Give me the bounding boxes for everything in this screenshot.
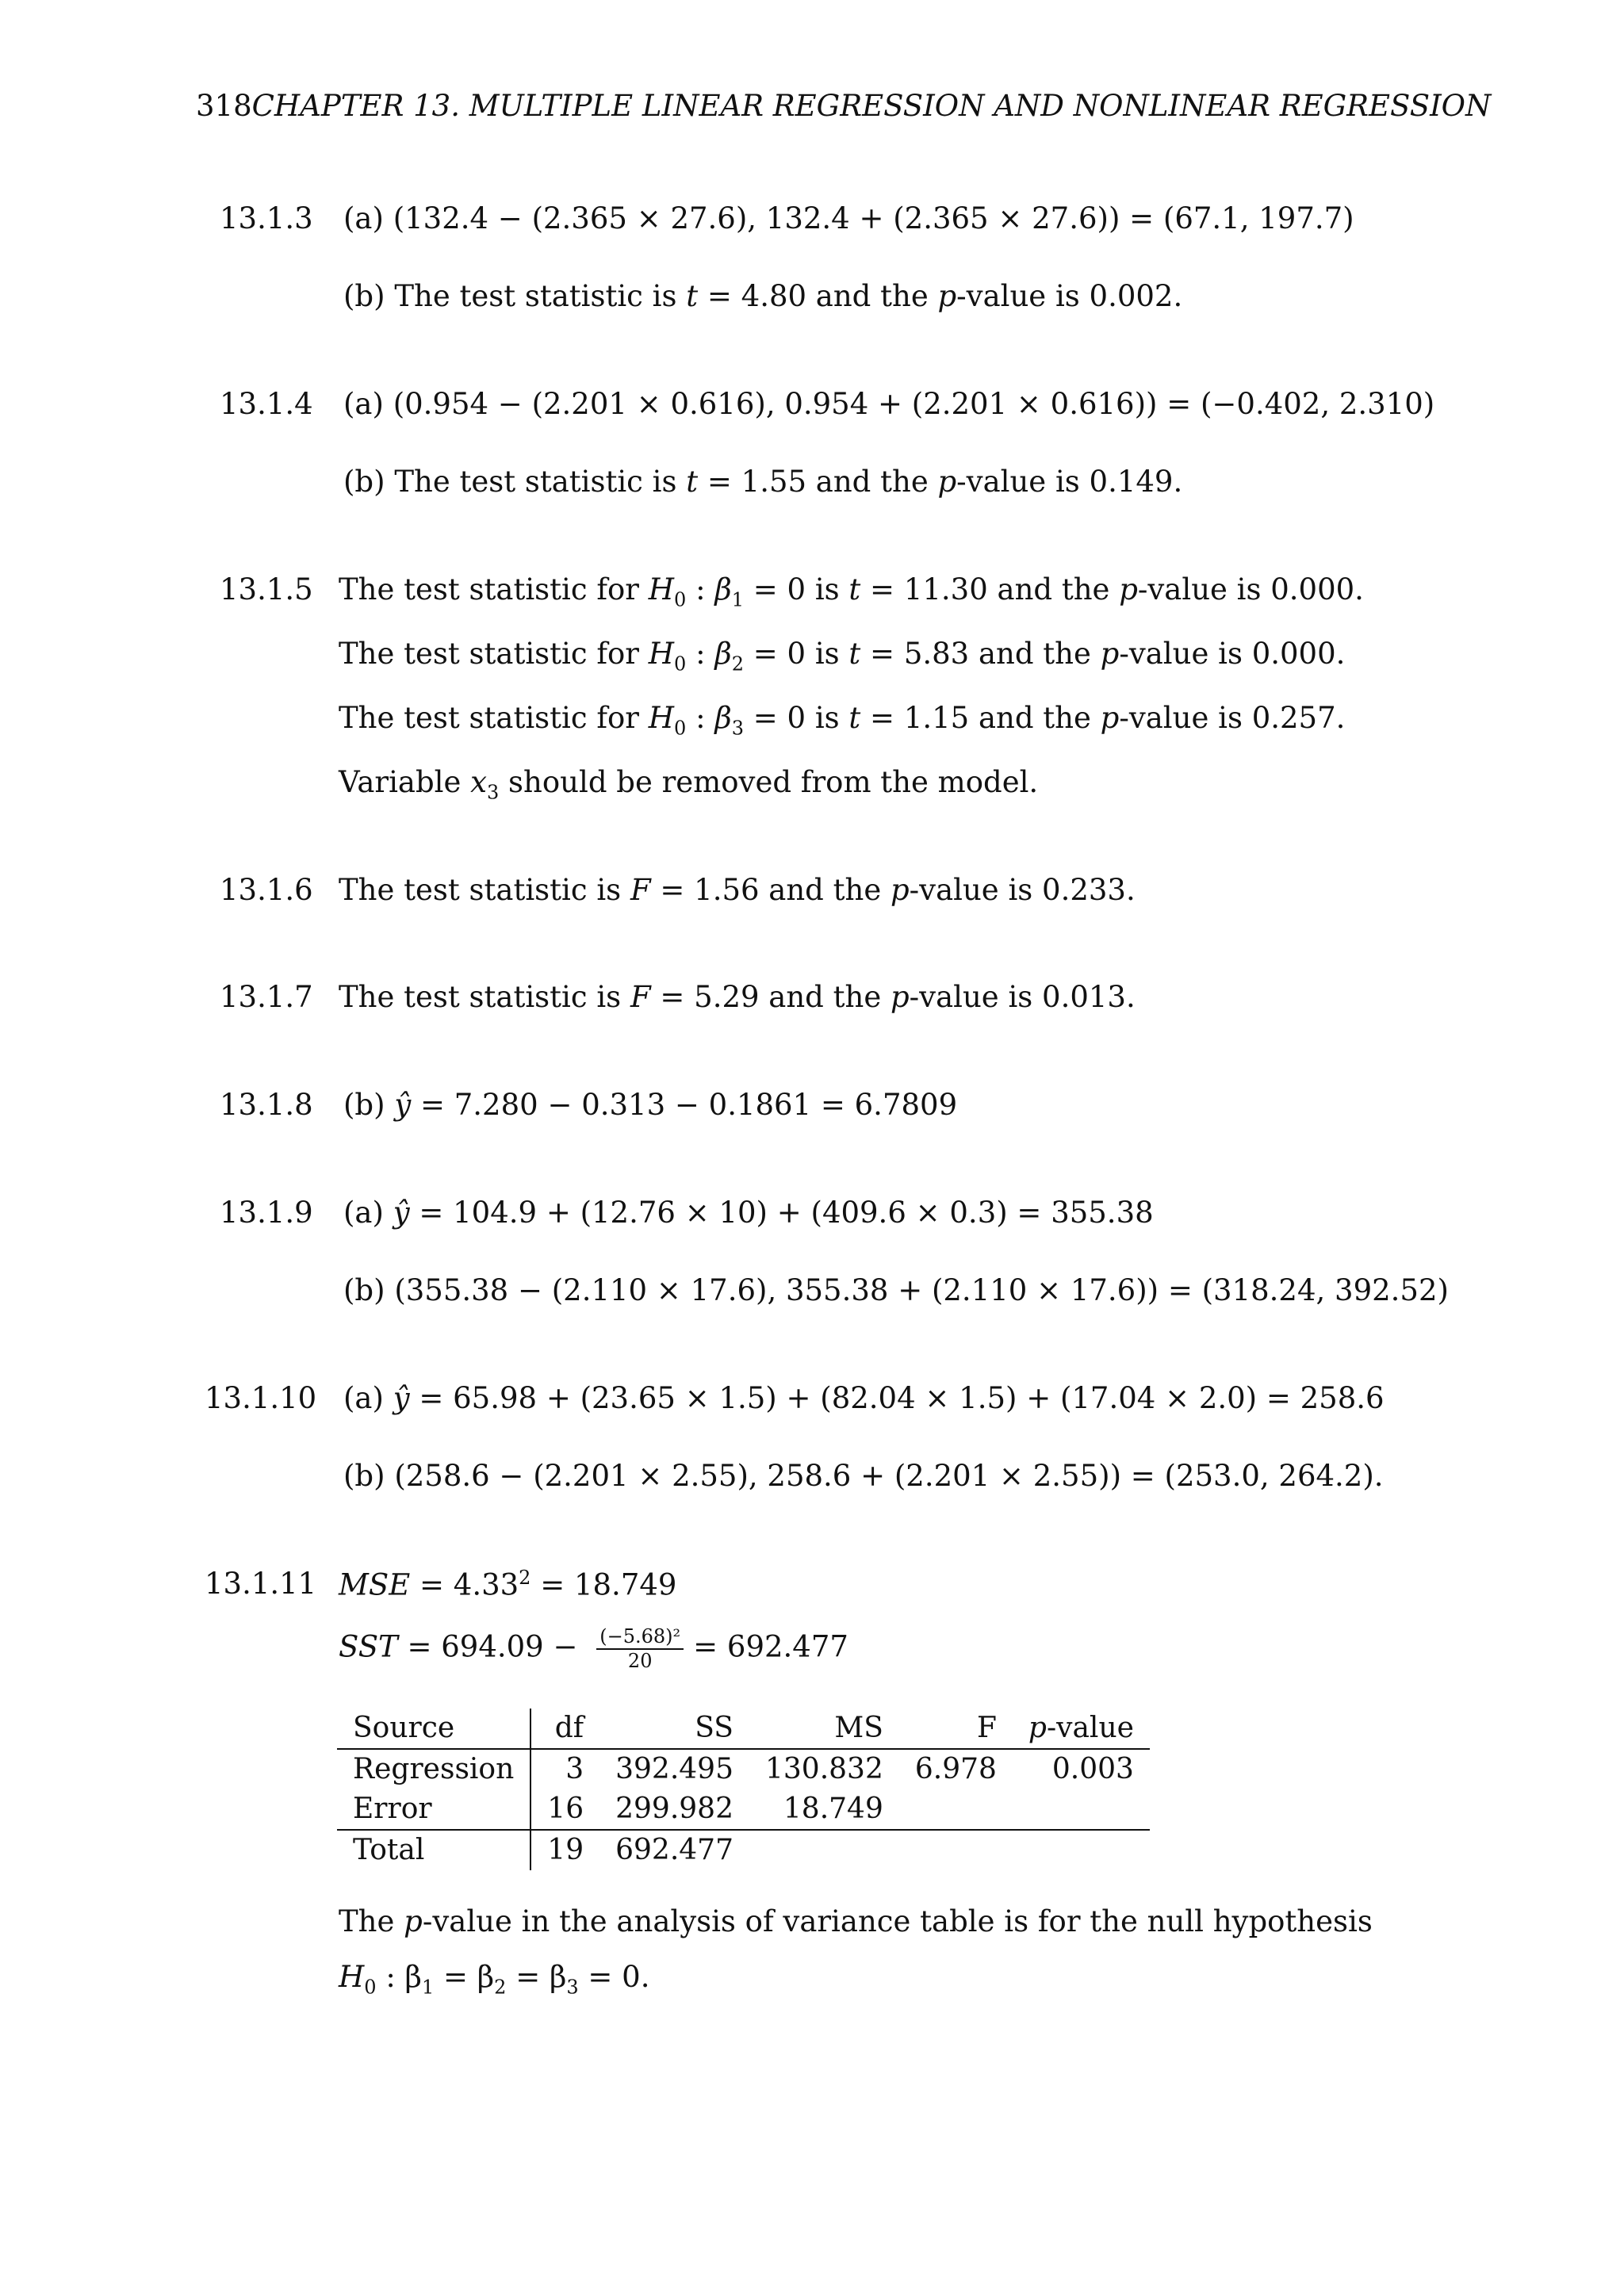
problem-number: 13.1.11 <box>205 1567 317 1601</box>
answer-line: The test statistic is F = 5.29 and the p-value is 0.013. <box>339 980 1136 1014</box>
answer-line: Variable $x_3$ should be removed from the model. <box>339 765 1039 804</box>
table-header-row <box>337 1709 1150 1749</box>
problem-number: 13.1.6 <box>220 873 313 907</box>
mse-line: MSE = $4.33^2 = 18.749$ <box>339 1567 677 1602</box>
answer-line: The test statistic for $H_0$ : $\beta_1 = 0$ is t = 11.30 and the p-value is 0.000. <box>339 572 1364 611</box>
table-row: Total 19 692.477 <box>337 1830 1150 1870</box>
problem-number: 13.1.10 <box>205 1381 317 1415</box>
col-header: df <box>530 1709 599 1749</box>
col-header: p-value <box>1013 1709 1150 1749</box>
anova-table <box>337 1709 1150 1870</box>
answer-line: (a) ŷ = 104.9 + (12.76 × 10) + (409.6 × 0.3) = 355.38 <box>343 1196 1154 1230</box>
table-row: Regression 3 392.495 130.832 6.978 0.003 <box>337 1749 1150 1789</box>
answer-line: The test statistic for $H_0$ : $\beta_3 = 0$ is t = 1.15 and the p-value is 0.257. <box>339 701 1346 740</box>
running-header <box>196 89 1491 123</box>
problem-number: 13.1.3 <box>220 201 313 235</box>
answer-line: The test statistic for $H_0$ : $\beta_2 = 0$ is t = 5.83 and the p-value is 0.000. <box>339 637 1346 675</box>
answer-line: (b) (355.38 − (2.110 × 17.6), 355.38 + (2.110 × 17.6)) = (318.24, 392.52) <box>343 1273 1449 1307</box>
answer-line: (a) (0.954 − (2.201 × 0.616), 0.954 + (2.201 × 0.616)) = (−0.402, 2.310) <box>343 387 1435 421</box>
chapter-title: CHAPTER 13. MULTIPLE LINEAR REGRESSION AND NONLINEAR REGRESSION <box>251 89 1492 123</box>
col-header: MS <box>749 1709 899 1749</box>
problem-number: 13.1.5 <box>220 572 313 607</box>
note-line: The p-value in the analysis of variance table is for the null hypothesis <box>339 1904 1373 1938</box>
answer-line: (b) ŷ = 7.280 − 0.313 − 0.1861 = 6.7809 <box>343 1088 958 1122</box>
problem-number: 13.1.7 <box>220 980 313 1014</box>
answer-line: (b) The test statistic is t = 4.80 and the p-value is 0.002. <box>343 279 1183 313</box>
table-row: Error 16 299.982 18.749 <box>337 1789 1150 1830</box>
answer-line: (a) (132.4 − (2.365 × 27.6), 132.4 + (2.365 × 27.6)) = (67.1, 197.7) <box>343 201 1354 235</box>
page-number: 318 <box>196 89 252 123</box>
problem-number: 13.1.4 <box>220 387 313 421</box>
sst-line: SST = 694.09 − $\frac{\text{(−5.68)²}}{20}$ = 692.477 <box>339 1625 848 1672</box>
answer-line: (b) (258.6 − (2.201 × 2.55), 258.6 + (2.201 × 2.55)) = (253.0, 264.2). <box>343 1459 1384 1493</box>
answer-line: The test statistic is F = 1.56 and the p-value is 0.233. <box>339 873 1136 907</box>
answer-line: (a) ŷ = 65.98 + (23.65 × 1.5) + (82.04 × 1.5) + (17.04 × 2.0) = 258.6 <box>343 1381 1385 1415</box>
problem-number: 13.1.8 <box>220 1088 313 1122</box>
col-header: Source <box>337 1709 530 1749</box>
note-line: $H_0$ : $\beta_1 = \beta_2 = \beta_3 = 0$. <box>339 1960 650 1999</box>
col-header: SS <box>599 1709 749 1749</box>
col-header: F <box>899 1709 1013 1749</box>
answer-line: (b) The test statistic is t = 1.55 and the p-value is 0.149. <box>343 465 1183 499</box>
fraction: $\frac{\text{(−5.68)²}}{20}$ <box>596 1625 684 1673</box>
problem-number: 13.1.9 <box>220 1196 313 1230</box>
